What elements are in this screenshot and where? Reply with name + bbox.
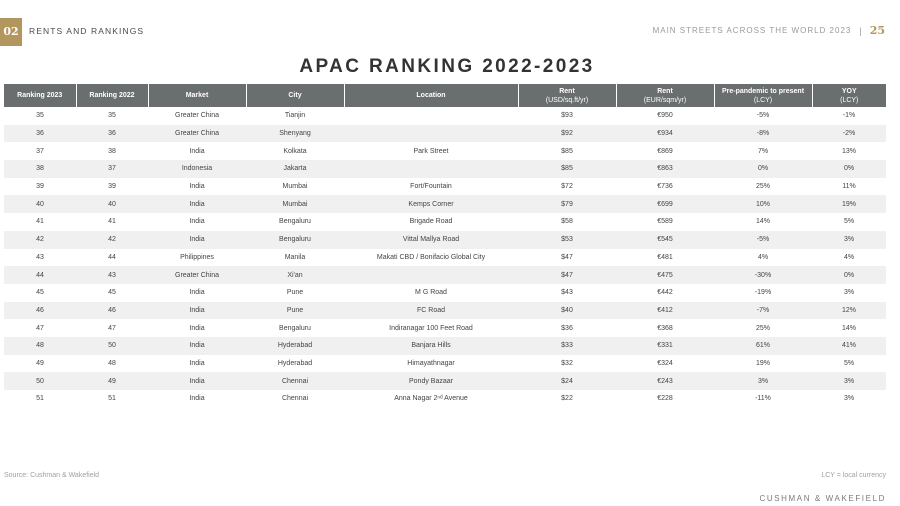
table-cell: 3% <box>843 395 855 403</box>
table-cell: Kemps Corner <box>344 195 518 213</box>
table-cell: Brigade Road <box>409 218 453 226</box>
table-cell: €863 <box>616 160 714 178</box>
table-cell: €545 <box>616 231 714 249</box>
table-row <box>4 142 886 160</box>
table-cell: Pune <box>286 289 304 297</box>
column-header-unit: (USD/sq.ft/yr) <box>545 96 589 104</box>
table-cell: €368 <box>657 324 673 332</box>
currency-note: LCY = local currency <box>821 472 886 479</box>
table-cell: 39 <box>108 183 116 191</box>
table-cell: 50 <box>4 372 76 390</box>
column-header <box>812 84 886 107</box>
table-cell: India <box>189 359 205 367</box>
table-cell: $33 <box>518 337 616 355</box>
table-cell: 44 <box>4 266 76 284</box>
column-header-label: Ranking 2022 <box>89 92 135 99</box>
table-cell: 3% <box>812 231 886 249</box>
table-cell: €950 <box>657 112 673 120</box>
table-cell: 46 <box>76 302 148 320</box>
table-cell: €475 <box>616 266 714 284</box>
table-cell: -19% <box>754 289 772 297</box>
table-cell: -7% <box>714 302 812 320</box>
table-cell: Pondy Bazaar <box>344 372 518 390</box>
table-cell: Bengaluru <box>246 231 344 249</box>
table-cell: India <box>148 337 246 355</box>
table-cell: Himayathnagar <box>407 359 455 367</box>
table-cell: 39 <box>36 183 44 191</box>
table-cell: €442 <box>657 289 673 297</box>
table-cell: Shenyang <box>246 125 344 143</box>
table-cell: €243 <box>616 372 714 390</box>
table-row <box>4 249 886 267</box>
table-cell: 35 <box>36 112 44 120</box>
table-cell: 3% <box>714 372 812 390</box>
table-cell: 19% <box>812 195 886 213</box>
table-cell <box>344 125 518 143</box>
table-cell: $58 <box>561 218 573 226</box>
table-cell: Bengaluru <box>279 218 311 226</box>
table-cell: Mumbai <box>282 183 308 191</box>
table-cell: Banjara Hills <box>344 337 518 355</box>
table-cell: 36 <box>4 125 76 143</box>
table-cell: 44 <box>108 253 116 261</box>
table-cell: FC Road <box>344 302 518 320</box>
table-row <box>4 213 886 231</box>
table-body <box>4 107 886 408</box>
table-cell: 47 <box>36 324 44 332</box>
column-header-label: Pre-pandemic to present <box>721 87 805 95</box>
table-cell: 45 <box>36 289 44 297</box>
ranking-table <box>4 84 886 408</box>
table-cell: $47 <box>518 266 616 284</box>
table-cell: €481 <box>657 253 673 261</box>
table-cell: 46 <box>4 302 76 320</box>
column-header-label: Ranking 2023 <box>17 92 63 99</box>
column-header <box>518 84 616 107</box>
table-cell: 37 <box>36 147 44 155</box>
table-row <box>4 160 886 178</box>
table-cell: 42 <box>4 231 76 249</box>
table-cell: M G Road <box>415 289 447 297</box>
table-cell: -30% <box>714 266 812 284</box>
table-cell: India <box>189 395 205 403</box>
table-cell: Greater China <box>175 112 219 120</box>
table-row <box>4 125 886 143</box>
table-cell: -1% <box>842 112 856 120</box>
source-note: Source: Cushman & Wakefield <box>4 472 100 479</box>
column-header <box>616 84 714 107</box>
table-cell <box>344 266 518 284</box>
table-row <box>4 390 886 408</box>
table-row <box>4 107 886 125</box>
table-cell: Chennai <box>246 372 344 390</box>
table-cell: 38 <box>108 147 116 155</box>
column-header-unit: (EUR/sqm/yr) <box>643 96 687 104</box>
table-cell: 50 <box>76 337 148 355</box>
table-cell: Fort/Fountain <box>410 183 452 191</box>
table-cell: India <box>148 302 246 320</box>
table-cell: Anna Nagar 2ⁿᵈ Avenue <box>394 395 468 403</box>
table-cell: Hyderabad <box>246 337 344 355</box>
brand-footer: CUSHMAN & WAKEFIELD <box>759 494 886 503</box>
table-cell: 40 <box>76 195 148 213</box>
table-cell: Pune <box>246 302 344 320</box>
table-cell: 43 <box>36 253 44 261</box>
table-cell: India <box>148 195 246 213</box>
table-row <box>4 266 886 284</box>
table-row <box>4 178 886 196</box>
table-cell: $85 <box>561 147 573 155</box>
table-cell: Mumbai <box>246 195 344 213</box>
table-cell: $40 <box>518 302 616 320</box>
table-cell: $36 <box>561 324 573 332</box>
table-cell: $93 <box>561 112 573 120</box>
table-cell: 61% <box>714 337 812 355</box>
column-header <box>246 84 344 107</box>
table-cell: 14% <box>841 324 856 332</box>
table-cell: 40 <box>4 195 76 213</box>
table-cell: Indiranagar 100 Feet Road <box>389 324 473 332</box>
table-cell: €228 <box>657 395 673 403</box>
table-cell: €736 <box>657 183 673 191</box>
table-cell: $22 <box>561 395 573 403</box>
table-cell <box>344 160 518 178</box>
table-cell: €331 <box>616 337 714 355</box>
table-cell: Hyderabad <box>277 359 313 367</box>
table-cell: -5% <box>714 231 812 249</box>
document-header <box>653 24 885 37</box>
table-cell: Greater China <box>148 125 246 143</box>
column-header-label: City <box>288 92 302 99</box>
table-cell: Philippines <box>180 253 214 261</box>
table-cell: 7% <box>757 147 769 155</box>
table-cell: 41 <box>36 218 44 226</box>
document-title: MAIN STREETS ACROSS THE WORLD 2023 <box>652 26 852 35</box>
table-cell: 36 <box>76 125 148 143</box>
table-row <box>4 319 886 337</box>
table-cell: 5% <box>843 218 855 226</box>
table-cell: 13% <box>841 147 856 155</box>
table-row <box>4 372 886 390</box>
table-cell: 47 <box>108 324 116 332</box>
table-cell: €412 <box>616 302 714 320</box>
table-cell: 12% <box>812 302 886 320</box>
column-header <box>148 84 246 107</box>
table-cell: $43 <box>561 289 573 297</box>
table-cell: India <box>189 218 205 226</box>
table-row <box>4 355 886 373</box>
table-cell: Chennai <box>281 395 309 403</box>
table-cell: 10% <box>714 195 812 213</box>
table-cell: 37 <box>76 160 148 178</box>
table-cell: India <box>189 183 205 191</box>
table-cell: 51 <box>36 395 44 403</box>
table-cell: India <box>189 147 205 155</box>
column-header <box>714 84 812 107</box>
table-cell: 25% <box>755 324 770 332</box>
table-cell: Kolkata <box>283 147 307 155</box>
table-cell: -11% <box>755 395 771 403</box>
table-cell: $79 <box>518 195 616 213</box>
table-cell: Vittal Mallya Road <box>344 231 518 249</box>
page-number: 25 <box>869 24 885 37</box>
table-header-row <box>4 84 886 107</box>
table-cell: 0% <box>812 160 886 178</box>
column-header-label: Rent <box>657 87 673 95</box>
column-header-label: Location <box>416 92 446 99</box>
column-header <box>344 84 518 107</box>
table-cell: India <box>189 324 205 332</box>
table-cell: India <box>148 231 246 249</box>
column-header-unit: (LCY) <box>840 96 859 104</box>
table-cell: €589 <box>657 218 673 226</box>
table-cell: 38 <box>4 160 76 178</box>
column-header <box>76 84 148 107</box>
table-cell <box>344 107 518 125</box>
table-cell: 3% <box>843 289 855 297</box>
table-cell: 48 <box>4 337 76 355</box>
table-cell: 14% <box>755 218 770 226</box>
table-cell: $72 <box>561 183 573 191</box>
page-title: APAC RANKING 2022-2023 <box>299 56 595 77</box>
table-row <box>4 195 886 213</box>
table-row <box>4 231 886 249</box>
table-cell: Makati CBD / Bonifacio Global City <box>376 253 486 261</box>
table-cell: Tianjin <box>284 112 306 120</box>
table-cell: Greater China <box>148 266 246 284</box>
section-label: RENTS AND RANKINGS <box>29 26 145 36</box>
column-header-label: YOY <box>841 87 857 95</box>
table-cell: Indonesia <box>148 160 246 178</box>
table-cell: Park Street <box>413 147 449 155</box>
column-header-unit: (LCY) <box>753 96 773 104</box>
table-cell: Xi'an <box>246 266 344 284</box>
table-cell: India <box>148 372 246 390</box>
table-cell: $85 <box>518 160 616 178</box>
column-header-label: Rent <box>559 87 575 95</box>
table-cell: 11% <box>842 183 856 191</box>
table-cell: 19% <box>755 359 770 367</box>
table-cell: India <box>189 289 205 297</box>
table-cell: 4% <box>757 253 769 261</box>
table-cell: Bengaluru <box>279 324 311 332</box>
table-cell: 35 <box>108 112 116 120</box>
table-cell: 48 <box>108 359 116 367</box>
column-header-label: Market <box>185 92 209 99</box>
table-cell: 49 <box>76 372 148 390</box>
column-header <box>4 84 76 107</box>
table-cell: 43 <box>76 266 148 284</box>
table-cell: $32 <box>561 359 573 367</box>
table-cell: $47 <box>561 253 573 261</box>
table-cell: -2% <box>812 125 886 143</box>
table-cell: 0% <box>812 266 886 284</box>
table-cell: 49 <box>36 359 44 367</box>
table-cell: 5% <box>843 359 855 367</box>
table-cell: 41% <box>812 337 886 355</box>
table-row <box>4 337 886 355</box>
table-cell: €324 <box>657 359 673 367</box>
table-cell: $53 <box>518 231 616 249</box>
table-cell: 4% <box>843 253 855 261</box>
table-cell: Jakarta <box>246 160 344 178</box>
table-cell: 0% <box>714 160 812 178</box>
table-cell: $24 <box>518 372 616 390</box>
table-cell: 45 <box>108 289 116 297</box>
table-cell: -5% <box>756 112 770 120</box>
table-row <box>4 284 886 302</box>
table-cell: 42 <box>76 231 148 249</box>
section-number-badge: 02 <box>0 18 22 46</box>
table-cell: 51 <box>108 395 116 403</box>
header-separator: | <box>859 25 862 36</box>
table-cell: 41 <box>108 218 116 226</box>
table-row <box>4 302 886 320</box>
table-cell: €699 <box>616 195 714 213</box>
table-cell: 3% <box>812 372 886 390</box>
table-cell: $92 <box>518 125 616 143</box>
table-cell: Manila <box>284 253 306 261</box>
table-cell: 25% <box>755 183 770 191</box>
table-cell: €869 <box>657 147 673 155</box>
table-cell: €934 <box>616 125 714 143</box>
table-cell: -8% <box>714 125 812 143</box>
